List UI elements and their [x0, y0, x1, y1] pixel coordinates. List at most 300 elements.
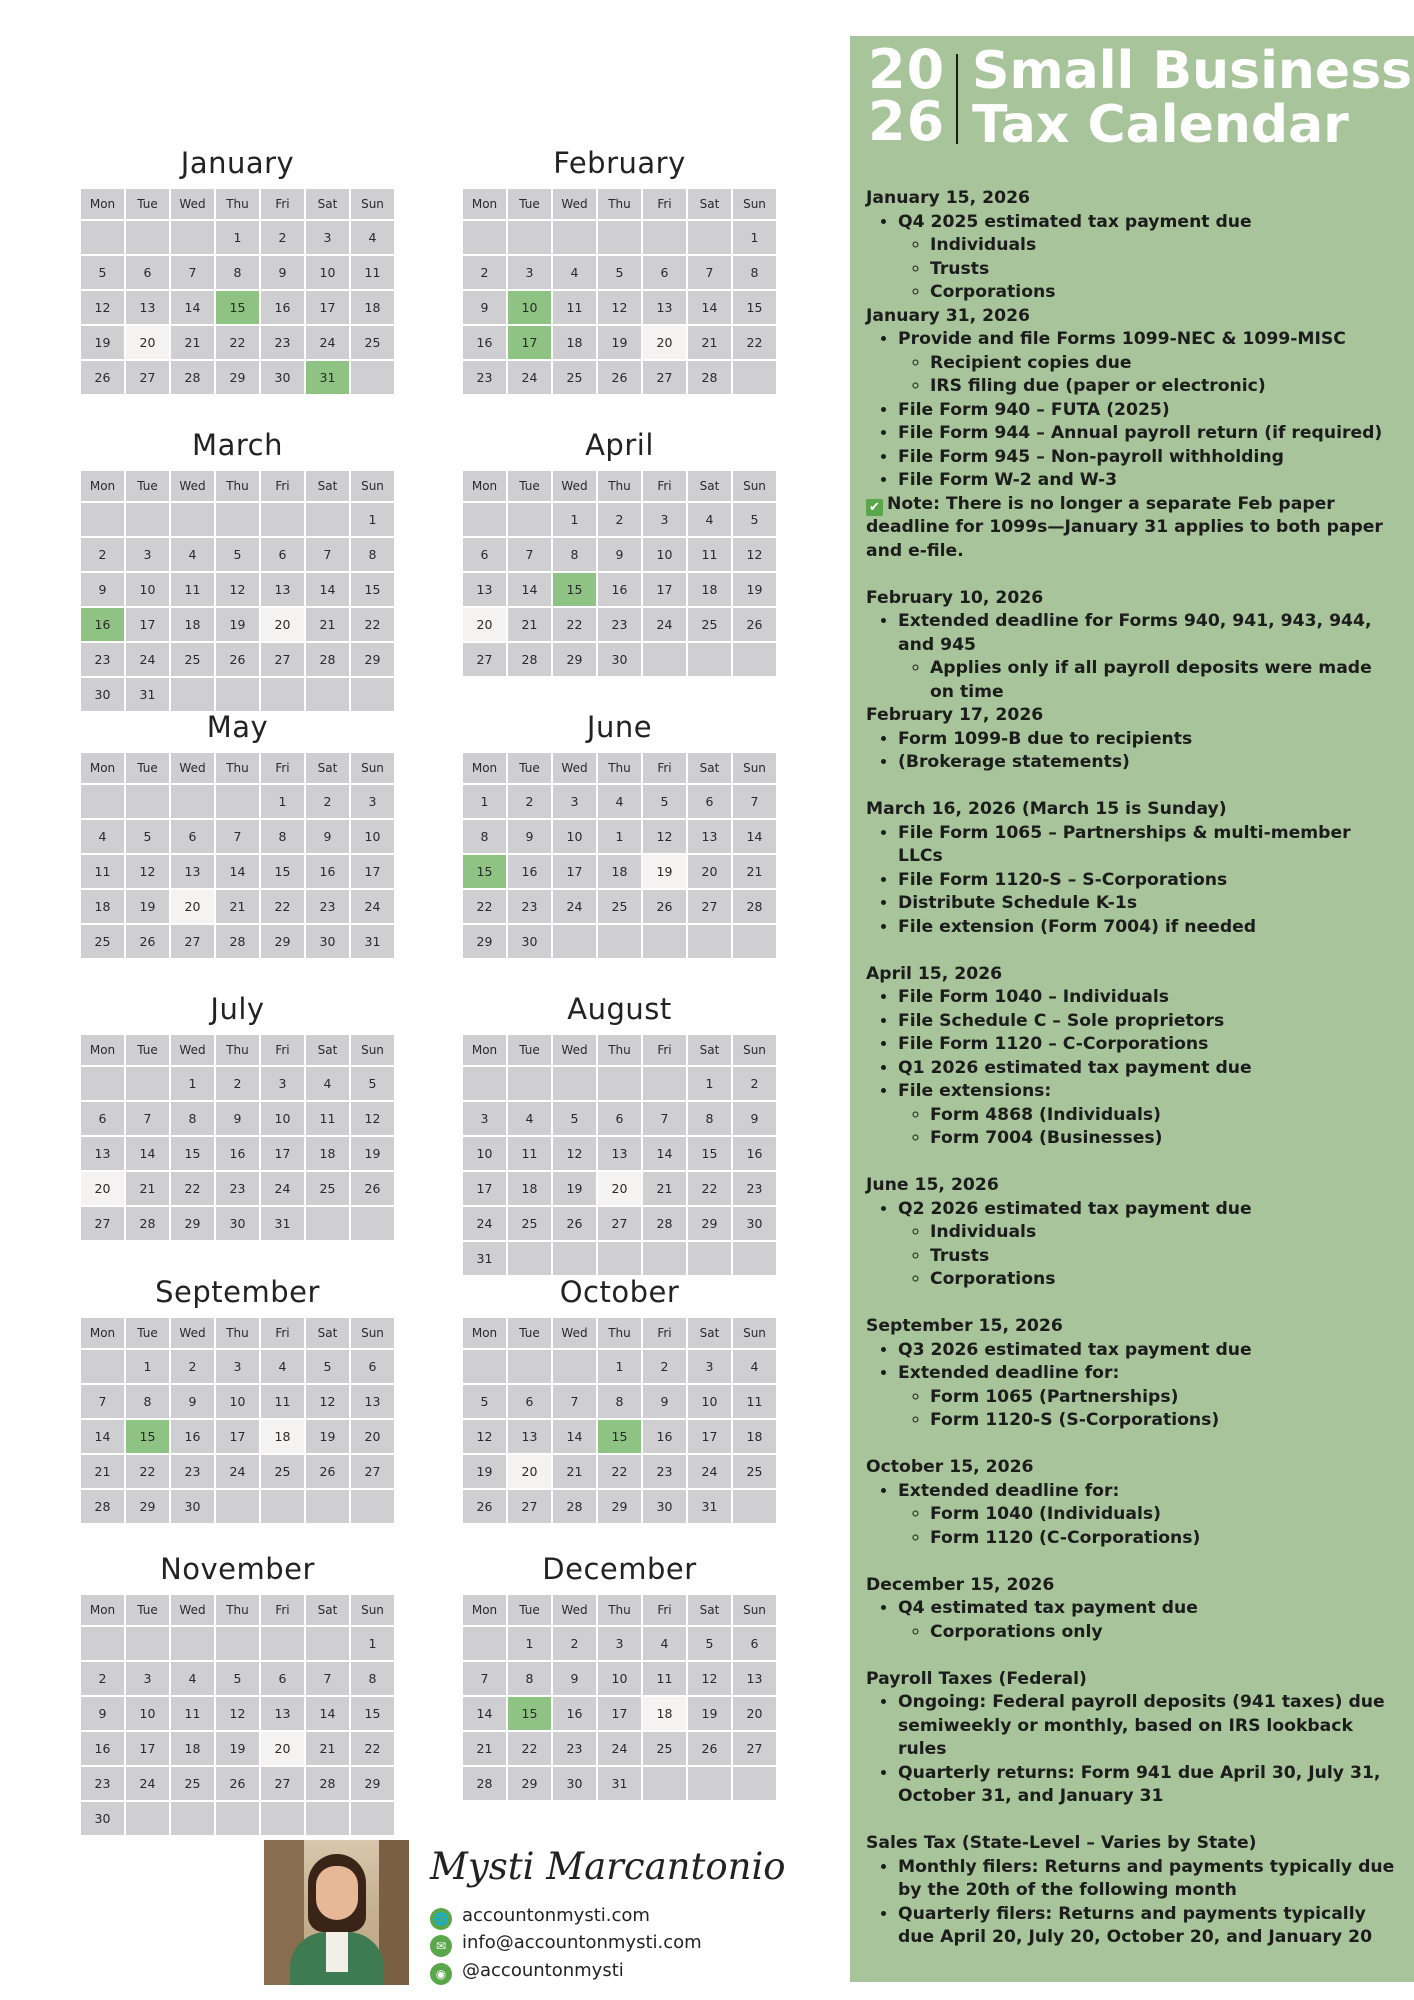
weekday-header: Tue: [507, 1034, 552, 1066]
deadline-date: June 15, 2026: [866, 1175, 999, 1195]
day-cell: 3: [260, 1066, 305, 1101]
day-cell: 17: [125, 1731, 170, 1766]
day-cell: 7: [305, 1661, 350, 1696]
day-cell: 3: [597, 1626, 642, 1661]
day-cell: 31: [260, 1206, 305, 1241]
panel-title: [972, 41, 1413, 155]
weekday-header: Sat: [687, 752, 732, 784]
day-cell: 1: [732, 220, 777, 255]
sub-item: ◦ Form 1065 (Partnerships): [930, 1386, 1396, 1410]
deadline-item-text: Provide and file Forms 1099-NEC & 1099-MISC: [898, 329, 1346, 349]
weekday-header: Tue: [125, 752, 170, 784]
note: [866, 493, 1396, 564]
deadline-item-text: File extensions:: [898, 1081, 1052, 1101]
sub-item: ◦ Corporations only: [930, 1621, 1396, 1645]
day-cell: 20: [687, 854, 732, 889]
title-line-2: Tax Calendar: [972, 95, 1349, 155]
weekday-header: Thu: [215, 470, 260, 502]
weekday-header: Wed: [552, 188, 597, 220]
day-cell: 18: [507, 1171, 552, 1206]
day-cell: 8: [597, 1384, 642, 1419]
day-cell: 5: [305, 1349, 350, 1384]
deadline-section: [866, 1668, 1396, 1833]
day-cell: 12: [642, 819, 687, 854]
day-cell: 18: [260, 1419, 305, 1454]
deadline-item: [898, 1691, 1396, 1762]
weekday-header: Mon: [462, 188, 507, 220]
weekday-header: Tue: [125, 1034, 170, 1066]
day-cell: 2: [80, 537, 125, 572]
email-link[interactable]: [430, 1930, 702, 1956]
day-cell: 21: [732, 854, 777, 889]
deadline-item: [898, 869, 1396, 893]
day-cell: 24: [125, 642, 170, 677]
day-cell: 26: [305, 1454, 350, 1489]
day-cell: 13: [260, 572, 305, 607]
deadline-item-text: Extended deadline for:: [898, 1363, 1120, 1383]
day-cell: 16: [170, 1419, 215, 1454]
day-cell: 10: [305, 255, 350, 290]
day-cell: 5: [597, 255, 642, 290]
day-cell: 22: [350, 1731, 395, 1766]
weekday-header: Sat: [687, 1317, 732, 1349]
month-name: December: [542, 1552, 697, 1586]
day-cell: 9: [597, 537, 642, 572]
sub-item: ◦ Form 7004 (Businesses): [930, 1127, 1396, 1151]
day-cell: 30: [170, 1489, 215, 1524]
day-cell: 16: [732, 1136, 777, 1171]
day-cell: 6: [350, 1349, 395, 1384]
day-cell: 5: [642, 784, 687, 819]
day-cell: 8: [507, 1661, 552, 1696]
day-cell: 14: [305, 1696, 350, 1731]
day-cell: 13: [125, 290, 170, 325]
day-cell: 12: [597, 290, 642, 325]
day-cell: 29: [462, 924, 507, 959]
day-cell: 12: [305, 1384, 350, 1419]
day-cell: 12: [462, 1419, 507, 1454]
deadline-items: [866, 1339, 1396, 1433]
section-spacer: [866, 1644, 1396, 1668]
weekday-header: Wed: [170, 1317, 215, 1349]
weekday-header: Tue: [125, 1317, 170, 1349]
deadline-item-text: Quarterly returns: Form 941 due April 30, July 31, October 31, and January 31: [898, 1762, 1381, 1806]
deadline-date: February 17, 2026: [866, 705, 1044, 725]
weekday-header: Fri: [260, 1317, 305, 1349]
day-cell: 17: [125, 607, 170, 642]
weekday-header: Mon: [462, 752, 507, 784]
day-cell: 23: [305, 889, 350, 924]
weekday-header: Sat: [305, 1034, 350, 1066]
instagram-link[interactable]: [430, 1958, 624, 1984]
empty-cell: [305, 1626, 350, 1661]
empty-cell: [80, 502, 125, 537]
weekday-header: Sun: [350, 1034, 395, 1066]
month-calendar: [461, 1270, 778, 1525]
deadline-section: [866, 305, 1396, 587]
day-cell: 29: [350, 642, 395, 677]
day-cell: 20: [462, 607, 507, 642]
weekday-header: Sat: [305, 1594, 350, 1626]
day-cell: 15: [507, 1696, 552, 1731]
day-cell: 14: [687, 290, 732, 325]
empty-cell: [552, 924, 597, 959]
day-cell: 27: [597, 1206, 642, 1241]
day-cell: 5: [462, 1384, 507, 1419]
day-cell: 13: [170, 854, 215, 889]
day-cell: 4: [597, 784, 642, 819]
day-cell: 5: [215, 537, 260, 572]
day-cell: 7: [170, 255, 215, 290]
day-cell: 6: [125, 255, 170, 290]
year-top: 20: [868, 38, 946, 101]
day-cell: 2: [170, 1349, 215, 1384]
day-cell: 17: [642, 572, 687, 607]
day-cell: 14: [642, 1136, 687, 1171]
day-cell: 19: [215, 607, 260, 642]
day-cell: 3: [305, 220, 350, 255]
year-label: [868, 38, 956, 153]
day-cell: 13: [597, 1136, 642, 1171]
day-cell: 13: [462, 572, 507, 607]
deadline-date: October 15, 2026: [866, 1457, 1034, 1477]
day-cell: 5: [687, 1626, 732, 1661]
deadline-item-text: Q3 2026 estimated tax payment due: [898, 1339, 1252, 1360]
deadline-date: September 15, 2026: [866, 1316, 1063, 1336]
day-cell: 21: [215, 889, 260, 924]
sub-item: ◦ Individuals: [930, 1221, 1396, 1245]
day-cell: 7: [305, 537, 350, 572]
day-cell: 30: [215, 1206, 260, 1241]
note-text: Note: There is no longer a separate Feb paper deadline for 1099s—January 31 applies to both paper and e-file.: [866, 493, 1383, 561]
deadline-item-text: Q1 2026 estimated tax payment due: [898, 1057, 1252, 1078]
sub-items: [898, 1104, 1396, 1151]
day-cell: 28: [732, 889, 777, 924]
day-cell: 21: [462, 1731, 507, 1766]
empty-cell: [350, 1489, 395, 1524]
weekday-header: Sun: [350, 1317, 395, 1349]
weekday-header: Tue: [507, 1317, 552, 1349]
day-cell: 6: [507, 1384, 552, 1419]
day-cell: 12: [80, 290, 125, 325]
weekday-header: Fri: [642, 1317, 687, 1349]
year-bottom: 26: [868, 90, 946, 153]
empty-cell: [462, 1349, 507, 1384]
day-cell: 26: [552, 1206, 597, 1241]
day-cell: 16: [462, 325, 507, 360]
weekday-header: Tue: [507, 1594, 552, 1626]
deadline-items: [866, 1597, 1396, 1644]
day-cell: 11: [80, 854, 125, 889]
day-cell: 24: [260, 1171, 305, 1206]
day-cell: 22: [260, 889, 305, 924]
weekday-header: Sun: [732, 1594, 777, 1626]
deadline-date: December 15, 2026: [866, 1574, 1055, 1595]
deadline-item: [898, 1198, 1396, 1292]
day-cell: 30: [507, 924, 552, 959]
day-cell: 27: [642, 360, 687, 395]
day-cell: 15: [260, 854, 305, 889]
day-cell: 16: [80, 1731, 125, 1766]
day-cell: 11: [350, 255, 395, 290]
weekday-header: Thu: [597, 1594, 642, 1626]
weekday-header: Thu: [597, 1034, 642, 1066]
weekday-header: Wed: [552, 752, 597, 784]
day-cell: 10: [507, 290, 552, 325]
day-cell: 5: [350, 1066, 395, 1101]
day-cell: 11: [170, 1696, 215, 1731]
day-cell: 1: [597, 819, 642, 854]
day-cell: 1: [215, 220, 260, 255]
month-grid: [79, 1316, 396, 1525]
day-cell: 28: [687, 360, 732, 395]
deadline-item: [898, 469, 1396, 493]
day-cell: 29: [125, 1489, 170, 1524]
empty-cell: [215, 1489, 260, 1524]
day-cell: 19: [215, 1731, 260, 1766]
day-cell: 20: [80, 1171, 125, 1206]
sub-items: [898, 352, 1396, 399]
sub-item: ◦ Form 1120-S (S-Corporations): [930, 1409, 1396, 1433]
month-calendar: [461, 423, 778, 678]
weekday-header: Sat: [687, 1594, 732, 1626]
day-cell: 2: [732, 1066, 777, 1101]
day-cell: 23: [80, 642, 125, 677]
empty-cell: [552, 1349, 597, 1384]
day-cell: 14: [215, 854, 260, 889]
deadline-item-text: Extended deadline for Forms 940, 941, 943, 944, and 945: [898, 611, 1372, 655]
sub-item: ◦ Form 4868 (Individuals): [930, 1104, 1396, 1128]
sub-item: ◦ Trusts: [930, 1245, 1396, 1269]
weekday-header: Tue: [507, 188, 552, 220]
day-cell: 12: [687, 1661, 732, 1696]
weekday-header: Sun: [732, 752, 777, 784]
weekday-header: Sun: [350, 188, 395, 220]
weekday-header: Thu: [215, 1317, 260, 1349]
day-cell: 14: [732, 819, 777, 854]
empty-cell: [687, 1766, 732, 1801]
day-cell: 31: [125, 677, 170, 712]
day-cell: 15: [215, 290, 260, 325]
empty-cell: [507, 220, 552, 255]
weekday-header: Mon: [80, 188, 125, 220]
month-grid: [79, 187, 396, 396]
empty-cell: [80, 1066, 125, 1101]
section-spacer: [866, 775, 1396, 799]
day-cell: 11: [732, 1384, 777, 1419]
deadline-items: [866, 328, 1396, 493]
day-cell: 29: [552, 642, 597, 677]
deadline-items: [866, 610, 1396, 704]
empty-cell: [350, 1206, 395, 1241]
mail-icon: ✉: [430, 1935, 452, 1957]
weekday-header: Sun: [350, 1594, 395, 1626]
weekday-header: Mon: [80, 1034, 125, 1066]
day-cell: 4: [350, 220, 395, 255]
month-grid: [461, 1593, 778, 1802]
day-cell: 16: [642, 1419, 687, 1454]
day-cell: 22: [597, 1454, 642, 1489]
day-cell: 30: [260, 360, 305, 395]
day-cell: 17: [507, 325, 552, 360]
day-cell: 27: [260, 1766, 305, 1801]
month-grid: [79, 751, 396, 960]
empty-cell: [80, 1349, 125, 1384]
sub-item: ◦ Corporations: [930, 1268, 1396, 1292]
day-cell: 27: [687, 889, 732, 924]
day-cell: 29: [170, 1206, 215, 1241]
day-cell: 7: [732, 784, 777, 819]
day-cell: 25: [507, 1206, 552, 1241]
deadline-date: January 15, 2026: [866, 188, 1030, 208]
day-cell: 26: [642, 889, 687, 924]
day-cell: 20: [260, 1731, 305, 1766]
day-cell: 5: [552, 1101, 597, 1136]
day-cell: 23: [552, 1731, 597, 1766]
day-cell: 4: [170, 1661, 215, 1696]
empty-cell: [642, 1066, 687, 1101]
day-cell: 17: [687, 1419, 732, 1454]
day-cell: 6: [732, 1626, 777, 1661]
empty-cell: [260, 502, 305, 537]
day-cell: 5: [80, 255, 125, 290]
deadline-item: [898, 1057, 1396, 1081]
deadline-date: January 31, 2026: [866, 305, 1030, 326]
day-cell: 7: [462, 1661, 507, 1696]
day-cell: 25: [732, 1454, 777, 1489]
deadline-item-text: Ongoing: Federal payroll deposits (941 taxes) due semiweekly or monthly, based on IRS lookback rules: [898, 1692, 1385, 1759]
day-cell: 26: [350, 1171, 395, 1206]
weekday-header: Tue: [125, 188, 170, 220]
day-cell: 4: [732, 1349, 777, 1384]
month-calendar: [79, 1270, 396, 1525]
weekday-header: Mon: [80, 1317, 125, 1349]
weekday-header: Fri: [642, 752, 687, 784]
day-cell: 23: [732, 1171, 777, 1206]
empty-cell: [215, 1626, 260, 1661]
day-cell: 20: [597, 1171, 642, 1206]
day-cell: 6: [80, 1101, 125, 1136]
weekday-header: Mon: [462, 1317, 507, 1349]
day-cell: 21: [552, 1454, 597, 1489]
day-cell: 11: [687, 537, 732, 572]
day-cell: 8: [260, 819, 305, 854]
day-cell: 18: [687, 572, 732, 607]
empty-cell: [642, 924, 687, 959]
day-cell: 12: [350, 1101, 395, 1136]
day-cell: 9: [642, 1384, 687, 1419]
website-link[interactable]: [430, 1903, 650, 1929]
section-spacer: [866, 1151, 1396, 1175]
day-cell: 22: [215, 325, 260, 360]
section-spacer: [866, 1292, 1396, 1316]
day-cell: 28: [305, 1766, 350, 1801]
day-cell: 9: [215, 1101, 260, 1136]
day-cell: 31: [305, 360, 350, 395]
deadline-item: [898, 211, 1396, 305]
empty-cell: [260, 1626, 305, 1661]
day-cell: 12: [552, 1136, 597, 1171]
deadline-item-text: Q2 2026 estimated tax payment due: [898, 1198, 1252, 1219]
day-cell: 13: [732, 1661, 777, 1696]
day-cell: 2: [80, 1661, 125, 1696]
deadline-item-text: Quarterly filers: Returns and payments typically due April 20, July 20, October 20, and January 20: [898, 1903, 1373, 1947]
day-cell: 7: [80, 1384, 125, 1419]
checkmark-icon: ✔: [866, 499, 883, 516]
empty-cell: [732, 360, 777, 395]
day-cell: 29: [597, 1489, 642, 1524]
sub-items: [898, 657, 1396, 704]
deadline-section: [866, 1315, 1396, 1456]
deadline-item-text: Form 1099-B due to recipients: [898, 728, 1193, 749]
empty-cell: [125, 502, 170, 537]
day-cell: 25: [597, 889, 642, 924]
deadline-items: [866, 1856, 1396, 1950]
deadline-date: Sales Tax (State-Level – Varies by State): [866, 1833, 1257, 1853]
deadline-section: [866, 704, 1396, 798]
day-cell: 28: [462, 1766, 507, 1801]
day-cell: 19: [732, 572, 777, 607]
weekday-header: Thu: [597, 470, 642, 502]
day-cell: 26: [215, 1766, 260, 1801]
day-cell: 16: [305, 854, 350, 889]
month-grid: [79, 1593, 396, 1837]
month-name: November: [160, 1552, 315, 1586]
weekday-header: Mon: [80, 1594, 125, 1626]
day-cell: 19: [125, 889, 170, 924]
deadline-item: [898, 1033, 1396, 1057]
day-cell: 28: [507, 642, 552, 677]
empty-cell: [732, 1766, 777, 1801]
day-cell: 20: [125, 325, 170, 360]
month-calendar: [461, 141, 778, 396]
deadline-item: [898, 1903, 1396, 1950]
month-name: May: [206, 710, 269, 744]
day-cell: 23: [462, 360, 507, 395]
day-cell: 18: [305, 1136, 350, 1171]
day-cell: 30: [80, 677, 125, 712]
empty-cell: [305, 502, 350, 537]
empty-cell: [170, 784, 215, 819]
day-cell: 26: [125, 924, 170, 959]
empty-cell: [732, 642, 777, 677]
day-cell: 4: [260, 1349, 305, 1384]
day-cell: 27: [260, 642, 305, 677]
day-cell: 25: [80, 924, 125, 959]
deadline-items: [866, 211, 1396, 305]
deadline-section: [866, 1832, 1396, 1950]
empty-cell: [462, 502, 507, 537]
weekday-header: Thu: [215, 752, 260, 784]
day-cell: 10: [552, 819, 597, 854]
day-cell: 7: [507, 537, 552, 572]
day-cell: 21: [125, 1171, 170, 1206]
deadline-item: [898, 1010, 1396, 1034]
day-cell: 7: [125, 1101, 170, 1136]
day-cell: 16: [552, 1696, 597, 1731]
deadline-item: [898, 1080, 1396, 1151]
day-cell: 30: [305, 924, 350, 959]
weekday-header: Wed: [552, 1317, 597, 1349]
day-cell: 22: [732, 325, 777, 360]
day-cell: 4: [687, 502, 732, 537]
day-cell: 27: [80, 1206, 125, 1241]
day-cell: 12: [732, 537, 777, 572]
weekday-header: Wed: [170, 1594, 215, 1626]
empty-cell: [260, 1489, 305, 1524]
day-cell: 7: [687, 255, 732, 290]
day-cell: 9: [552, 1661, 597, 1696]
